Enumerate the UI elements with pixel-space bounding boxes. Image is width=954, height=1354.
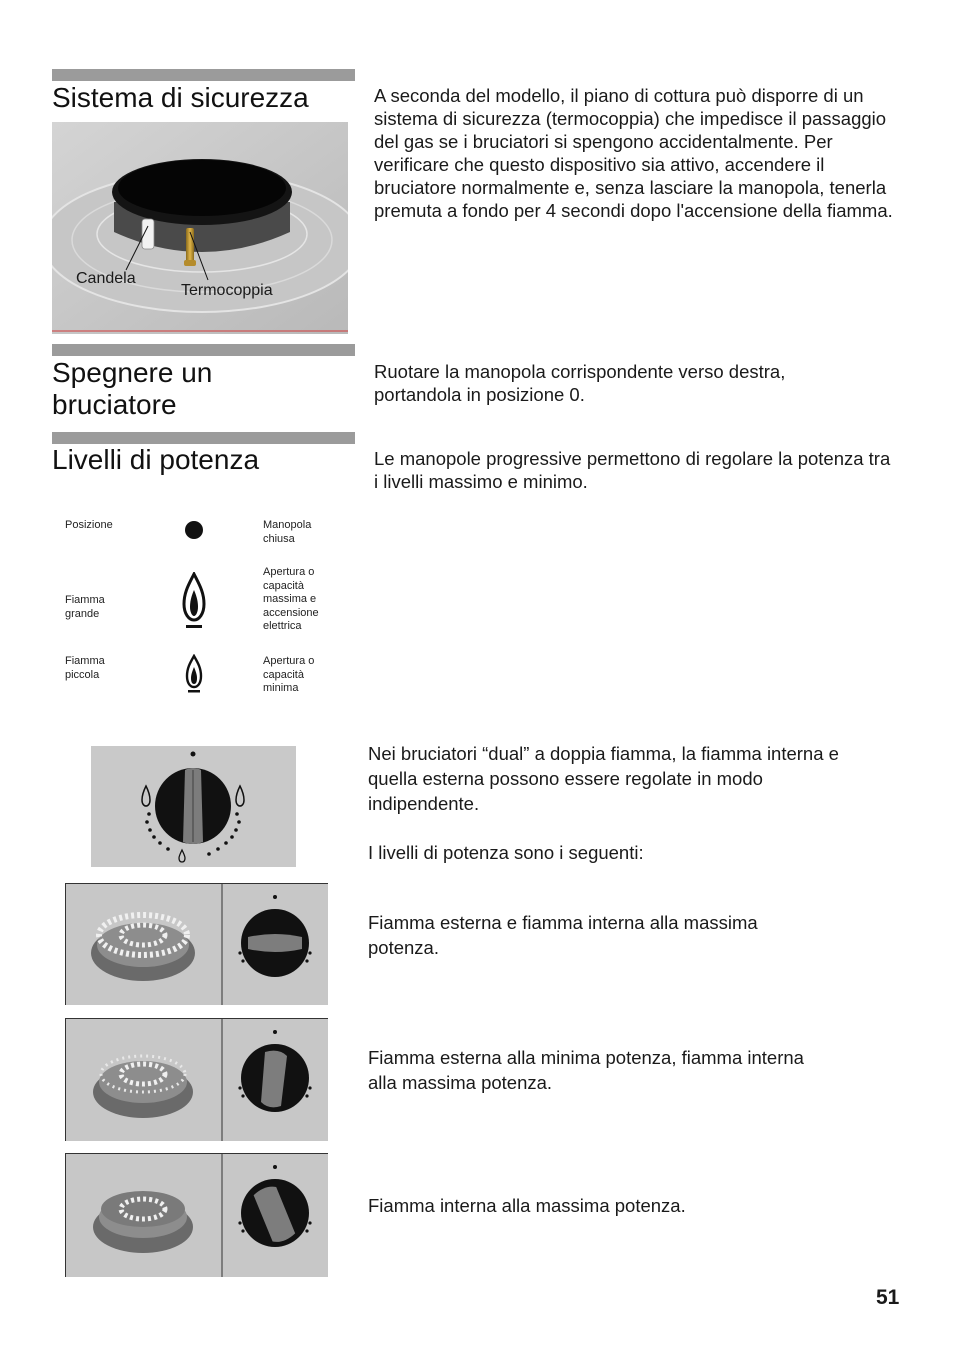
table-cell-left: grande — [65, 607, 100, 620]
label-candela: Candela — [76, 270, 136, 287]
table-cell-right: Manopola — [263, 519, 312, 531]
dual-knob-photo — [91, 746, 296, 867]
table-cell-right: capacità — [263, 668, 304, 681]
large-flame-icon — [181, 572, 207, 630]
table-cell-left: Fiamma — [65, 594, 105, 606]
power-table-row-position — [65, 519, 113, 533]
dual-level-3-text: Fiamma interna alla massima potenza. — [368, 1195, 686, 1216]
power-title: Livelli di potenza — [52, 444, 260, 475]
table-cell-right: chiusa — [263, 532, 295, 545]
table-cell-left: Fiamma — [65, 655, 105, 667]
table-cell-right: massima e — [263, 593, 317, 605]
burner-safety-photo — [52, 122, 348, 334]
power-table-row-position-desc — [263, 519, 311, 546]
power-table-row-large-desc — [263, 566, 319, 634]
safety-title: Sistema di sicurezza — [52, 82, 309, 113]
table-cell-right: Apertura o — [263, 655, 315, 667]
table-cell-left: piccola — [65, 668, 100, 681]
dual-level-1-photo — [65, 883, 328, 1005]
label-termocoppia: Termocoppia — [181, 282, 273, 299]
dual-text: Nei bruciatori “dual” a doppia fiamma, la fiamma interna e quella esterna possono essere regolate in modo indipendente. — [368, 743, 839, 814]
power-text: Le manopole progressive permettono di regolare la potenza tra i livelli massimo e minimo. — [374, 448, 891, 492]
section-divider-turn-off — [52, 344, 355, 356]
page-number: 51 — [876, 1286, 900, 1309]
power-table-row-large — [65, 594, 105, 621]
table-cell-right: elettrica — [263, 620, 302, 632]
table-cell-right: accensione — [263, 606, 319, 619]
table-cell-right: Apertura o — [263, 566, 315, 578]
dual-level-3-photo — [65, 1153, 328, 1277]
dual-level-2-text: Fiamma esterna alla minima potenza, fiamma interna alla massima potenza. — [368, 1047, 804, 1093]
safety-text: A seconda del modello, il piano di cottura può disporre di un sistema di sicurezza (termocoppia) che impedisce il passaggio del gas se i bruciatori si spengono accidentalmente. Per verificare che questo dispositivo sia attivo, accendere il bruciatore normalmente e, senza lasciare la manopola, tenerla premuta a fondo per 4 secondi dopo l'accensione della fiamma. — [374, 85, 893, 221]
small-flame-icon — [185, 654, 203, 694]
section-divider-safety — [52, 69, 355, 81]
table-cell-right: minima — [263, 682, 299, 694]
closed-dot-icon — [184, 520, 204, 540]
dual-level-2-photo — [65, 1018, 328, 1141]
section-divider-power — [52, 432, 355, 444]
turn-off-title-line2: bruciatore — [52, 389, 177, 420]
dual-level-1-text: Fiamma esterna e fiamma interna alla massima potenza. — [368, 912, 758, 958]
power-table-row-small — [65, 655, 105, 682]
power-table-row-small-desc — [263, 655, 314, 696]
turn-off-title-line1: Spegnere un — [52, 357, 213, 388]
turn-off-text: Ruotare la manopola corrispondente verso destra, portandola in posizione 0. — [374, 361, 786, 405]
table-cell-right: capacità — [263, 579, 304, 592]
table-cell-left: Posizione — [65, 519, 113, 531]
turn-off-title — [52, 357, 372, 421]
dual-levels-intro: I livelli di potenza sono i seguenti: — [368, 842, 644, 863]
